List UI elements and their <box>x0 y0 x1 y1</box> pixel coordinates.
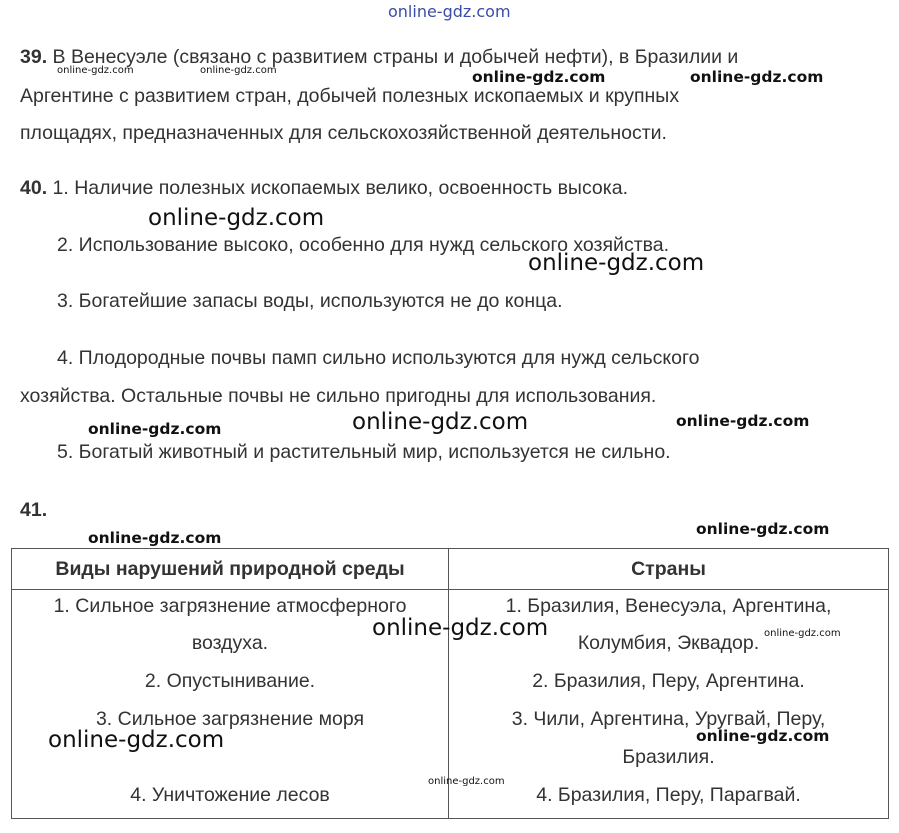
watermark: online-gdz.com <box>690 68 824 86</box>
q40-item3: 3. Богатейшие запасы воды, используются не до конца. <box>57 290 563 312</box>
q39-number: 39. <box>20 46 48 68</box>
watermark: online-gdz.com <box>528 250 705 276</box>
countries-1-line1: 1. Бразилия, Венесуэла, Аргентина, <box>505 595 832 617</box>
q40-item2: 2. Использование высоко, особенно для нужд сельского хозяйства. <box>57 234 670 256</box>
q40-item5: 5. Богатый животный и растительный мир, используется не сильно. <box>57 441 671 463</box>
table-header-countries: Страны <box>449 549 889 590</box>
watermark: online-gdz.com <box>428 776 505 787</box>
violation-4: 4. Уничтожение лесов <box>130 784 330 806</box>
table-header-violations: Виды нарушений природной среды <box>12 549 449 590</box>
watermark: online-gdz.com <box>200 65 277 76</box>
countries-3-line2: Бразилия. <box>622 746 715 768</box>
watermark: online-gdz.com <box>88 420 222 438</box>
countries-1-line2: Колумбия, Эквадор. <box>577 632 760 654</box>
q39-line3: площадях, предназначенных для сельскохозяйственной деятельности. <box>20 122 667 144</box>
watermark: online-gdz.com <box>676 412 810 430</box>
watermark: online-gdz.com <box>88 529 222 547</box>
watermark: online-gdz.com <box>57 65 134 76</box>
watermark: online-gdz.com <box>148 205 325 231</box>
countries-4: 4. Бразилия, Перу, Парагвай. <box>536 784 801 806</box>
table-header-row <box>12 549 889 590</box>
q39-text-line1: В Венесуэле (связано с развитием страны и добычей нефти), в Бразилии и <box>52 46 739 68</box>
q40-item1-text: 1. Наличие полезных ископаемых велико, освоенность высока. <box>52 177 628 199</box>
q40-item1 <box>20 176 628 200</box>
q41-number: 41. <box>20 499 48 521</box>
top-watermark: online-gdz.com <box>388 2 511 21</box>
violation-2: 2. Опустынивание. <box>144 670 316 692</box>
watermark: online-gdz.com <box>764 628 841 639</box>
q39-line2: Аргентине с развитием стран, добычей полезных ископаемых и крупных <box>20 85 680 107</box>
q40-item4-line2: хозяйства. Остальные почвы не сильно пригодны для использования. <box>20 385 657 407</box>
watermark: online-gdz.com <box>372 615 549 641</box>
watermark: online-gdz.com <box>472 68 606 86</box>
q40-number: 40. <box>20 177 48 199</box>
countries-3-line1: 3. Чили, Аргентина, Уругвай, Перу, <box>511 708 826 730</box>
violation-3: 3. Сильное загрязнение моря <box>95 708 365 730</box>
watermark: online-gdz.com <box>696 520 830 538</box>
countries-2: 2. Бразилия, Перу, Аргентина. <box>532 670 805 692</box>
q40-item4-line1: 4. Плодородные почвы памп сильно используются для нужд сельского <box>57 347 700 369</box>
violation-1-line2: воздуха. <box>191 632 269 654</box>
watermark: online-gdz.com <box>352 409 529 435</box>
watermark: online-gdz.com <box>696 727 830 745</box>
watermark: online-gdz.com <box>48 727 225 753</box>
violation-1-line1: 1. Сильное загрязнение атмосферного <box>53 595 407 617</box>
